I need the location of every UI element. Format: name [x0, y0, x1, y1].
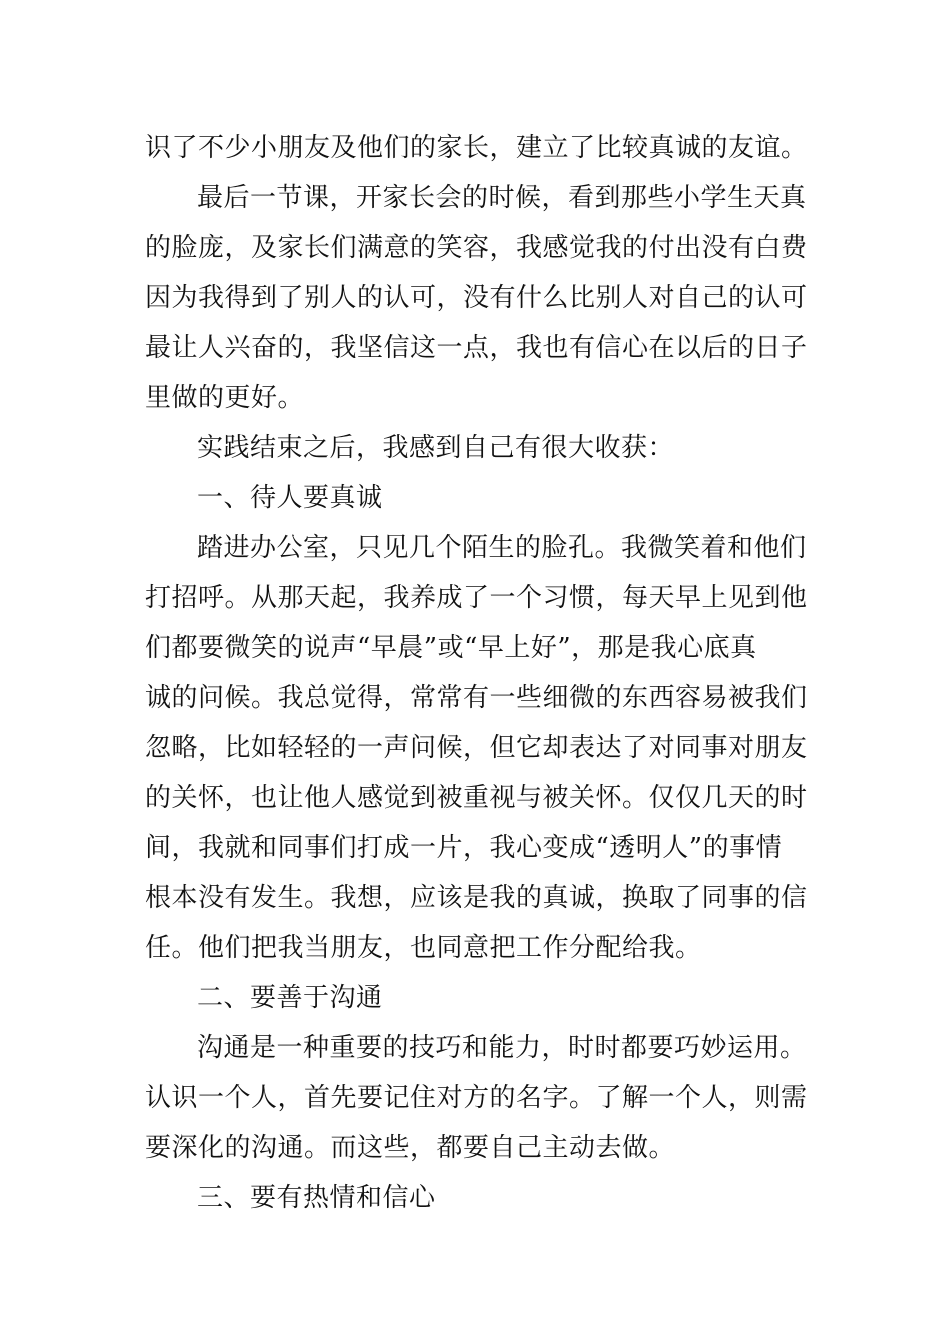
- text-line: 因为我得到了别人的认可，没有什么比别人对自己的认可: [145, 283, 808, 313]
- text-line: 忽略，比如轻轻的一声问候，但它却表达了对同事对朋友: [145, 733, 808, 763]
- text-line: 要深化的沟通。而这些，都要自己主动去做。: [145, 1133, 676, 1163]
- text-line: 任。他们把我当朋友，也同意把工作分配给我。: [145, 933, 702, 963]
- text-line: 沟通是一种重要的技巧和能力，时时都要巧妙运用。: [197, 1033, 807, 1063]
- text-line: 认识一个人，首先要记住对方的名字。了解一个人，则需: [145, 1083, 808, 1113]
- text-line: 实践结束之后，我感到自己有很大收获：: [197, 433, 675, 463]
- text-line: 们都要微笑的说声“早晨”或“早上好”，那是我心底真: [145, 633, 757, 663]
- text-line: 最后一节课，开家长会的时候，看到那些小学生天真: [197, 183, 807, 213]
- text-line: 的关怀，也让他人感觉到被重视与被关怀。仅仅几天的时: [145, 783, 808, 813]
- section-heading: 一、待人要真诚: [197, 483, 383, 513]
- text-line: 里做的更好。: [145, 383, 305, 413]
- text-line: 根本没有发生。我想，应该是我的真诚，换取了同事的信: [145, 883, 808, 913]
- text-line: 间，我就和同事们打成一片，我心变成“透明人”的事情: [145, 833, 783, 863]
- text-line: 踏进办公室，只见几个陌生的脸孔。我微笑着和他们: [197, 533, 807, 563]
- text-line: 诚的问候。我总觉得，常常有一些细微的东西容易被我们: [145, 683, 808, 713]
- text-line: 打招呼。从那天起，我养成了一个习惯，每天早上见到他: [145, 583, 808, 613]
- text-line: 识了不少小朋友及他们的家长，建立了比较真诚的友谊。: [145, 133, 808, 163]
- document-body: [145, 123, 810, 1223]
- section-heading: 三、要有热情和信心: [197, 1183, 436, 1213]
- text-line: 的脸庞，及家长们满意的笑容，我感觉我的付出没有白费: [145, 233, 808, 263]
- section-heading: 二、要善于沟通: [197, 983, 383, 1013]
- text-line: 最让人兴奋的，我坚信这一点，我也有信心在以后的日子: [145, 333, 808, 363]
